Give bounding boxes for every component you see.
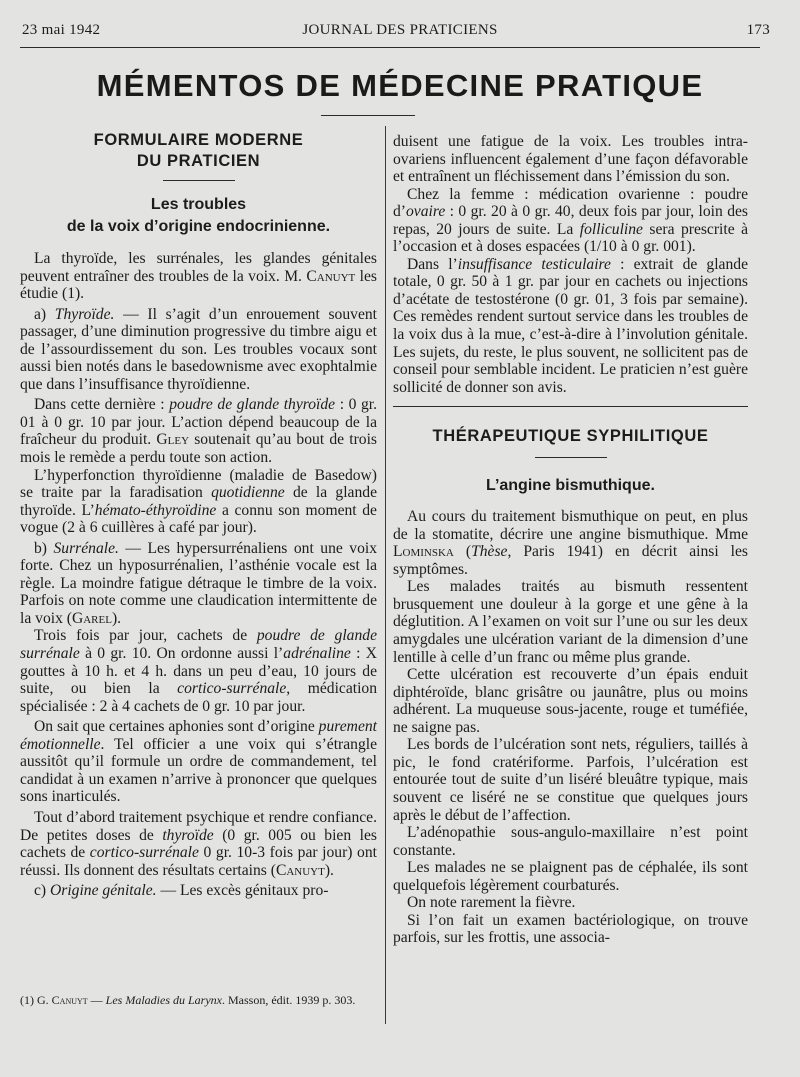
issue-date: 23 mai 1942 [22,22,101,38]
section-title-therapeutique: THÉRAPEUTIQUE SYPHILITIQUE [432,427,709,446]
paragraph: Dans cette dernière : poudre de glande thyroïde : 0 gr. 01 à 0 gr. 10 par jour. L’action dépend beaucoup de la fraîcheur du produit. Gley soutenait qu’au bout de trois mois le remède a perdu toute son action. [20,396,378,467]
paragraph: Si l’on fait un examen bactériologique, on trouve parfois, sur les frottis, une associa- [393,911,748,947]
paragraph: Dans l’insuffisance testiculaire : extrait de glande totale, 0 gr. 50 à 1 gr. par jour en cachets ou injections d’acétate de testostérone (0 gr. 01, 3 fois par semaine). Ces remèdes rendent surtout service dans les troubles de la voix dus à la mue, c’est-à-dire à l’involution génitale. Les sujets, du reste, le plus souvent, ne sollicitent pas de conseil pour semblable incident. Le praticien n’est guère sollicité de donner son avis. [393,255,748,396]
column-divider [385,126,386,1024]
paragraph: On note rarement la fièvre. [407,894,576,912]
paragraph: Les malades ne se plaignent pas de céphalée, ils sont quelquefois légèrement courbaturés. [393,859,748,894]
paragraph: duisent une fatigue de la voix. Les troubles intra-ovariens influencent également d’une façon défavorable et entraînent un fléchissement dans l’émission du son. [393,133,748,186]
paragraph: a) Thyroïde. — Il s’agit d’un enrouement souvent passager, d’une diminution progressive du timbre aigu et de l’assourdissement du son. Les troubles vocaux sont aussi bien notés dans le basedownisme avec exophtalmie que dans l’insuffisance thyroïdienne. [20,305,377,393]
right-column [393,133,748,947]
section-rule [163,180,235,181]
paragraph: c) Origine génitale. — Les excès génitaux pro- [34,882,329,900]
section-separator-rule [393,406,748,407]
running-header [22,22,778,44]
paragraph: L’adénopathie sous-angulo-maxillaire n’est point constante. [393,824,748,859]
paragraph: Tout d’abord traitement psychique et rendre confiance. De petites doses de thyroïde (0 gr. 005 ou bien les cachets de cortico-surrénale 0 gr. 10-3 fois par jour) ont réussi. Ils donnent des résultats certains (Canuyt). [20,808,377,879]
paragraph: La thyroïde, les surrénales, les glandes génitales peuvent entraîner des troubles de la voix. M. Canuyt les étudie (1). [20,250,377,303]
section-title-formulaire: FORMULAIRE MODERNE DU PRATICIEN [93,131,304,170]
paragraph: Cette ulcération est recouverte d’un épais enduit diphtéroïde, blanc grisâtre ou jaunâtre, plus ou moins adhérent. La muqueuse sous-jacente, rouge et tuméfiée, ne saigne pas. [393,666,748,736]
paragraph: b) Surrénale. — Les hypersurrénaliens ont une voix forte. Chez un hyposurrénalien, l’asthénie vocale est la règle. La moindre fatigue détraque le timbre de la voix. Parfois on note comme une claudication intermittente de la voix (Garel). [20,539,378,627]
journal-name: JOURNAL DES PRATICIENS [302,22,498,38]
footnote: (1) G. Canuyt — Les Maladies du Larynx. Masson, édit. 1939 p. 303. [20,993,356,1007]
section-rule [535,457,607,458]
paragraph: L’hyperfonction thyroïdienne (maladie de Basedow) se traite par la faradisation quotidienne de la glande thyroïde. L’hémato-éthyroïdine a connu son moment de vogue (2 à 6 cuillères à café par jour). [20,466,377,537]
article-title-angine: L’angine bismuthique. [486,477,655,495]
paragraph: Chez la femme : médication ovarienne : poudre d’ovaire : 0 gr. 20 à 0 gr. 40, deux fois par jour, loin des repas, 20 jours de suite. La folliculine sera prescrite à l’occasion et à doses espacées (1/10 à 0 gr. 001). [393,185,748,256]
paragraph: Les malades traités au bismuth ressentent brusquement une douleur à la gorge et une gêne à la déglutition. A l’examen on voit sur l’une ou sur les deux amygdales une ulcération variant de la dimension d’une lentille à celle d’un franc ou même plus grande. [393,578,748,666]
page-title: MÉMENTOS DE MÉDECINE PRATIQUE [96,68,704,103]
paragraph: Au cours du traitement bismuthique on peut, en plus de la stomatite, décrire une angine bismuthique. Mme Lominska (Thèse, Paris 1941) en décrit ainsi les symptômes. [393,508,748,578]
paragraph: Les bords de l’ulcération sont nets, réguliers, taillés à pic, le fond cratériforme. Parfois, l’ulcération est entourée tout de suite d’un liséré bleuâtre typique, mais souvent ce liséré ne se constitue que quelques jours après le début de l’affection. [393,736,748,824]
article-title-troubles-voix: Les troubles de la voix d’origine endocrinienne. [66,196,331,235]
paragraph: On sait que certaines aphonies sont d’origine purement émotionnelle. Tel officier a une voix qui s’étrangle aussitôt qu’il formule un ordre de commandement, tel candidat à un examen n’arrive à prononcer que quelques sons inarticulés. [20,718,377,806]
page-number: 173 [746,22,770,38]
paragraph: Trois fois par jour, cachets de poudre de glande surrénale à 0 gr. 10. On ordonne aussi l’adrénaline : X gouttes à 10 h. et 4 h. dans un peu d’eau, 10 jours de suite, ou bien la cortico-surrénale, médication spécialisée : 2 à 4 cachets de 0 gr. 10 par jour. [20,627,378,715]
title-rule [321,115,415,116]
left-column [20,130,377,900]
header-rule [20,47,760,48]
